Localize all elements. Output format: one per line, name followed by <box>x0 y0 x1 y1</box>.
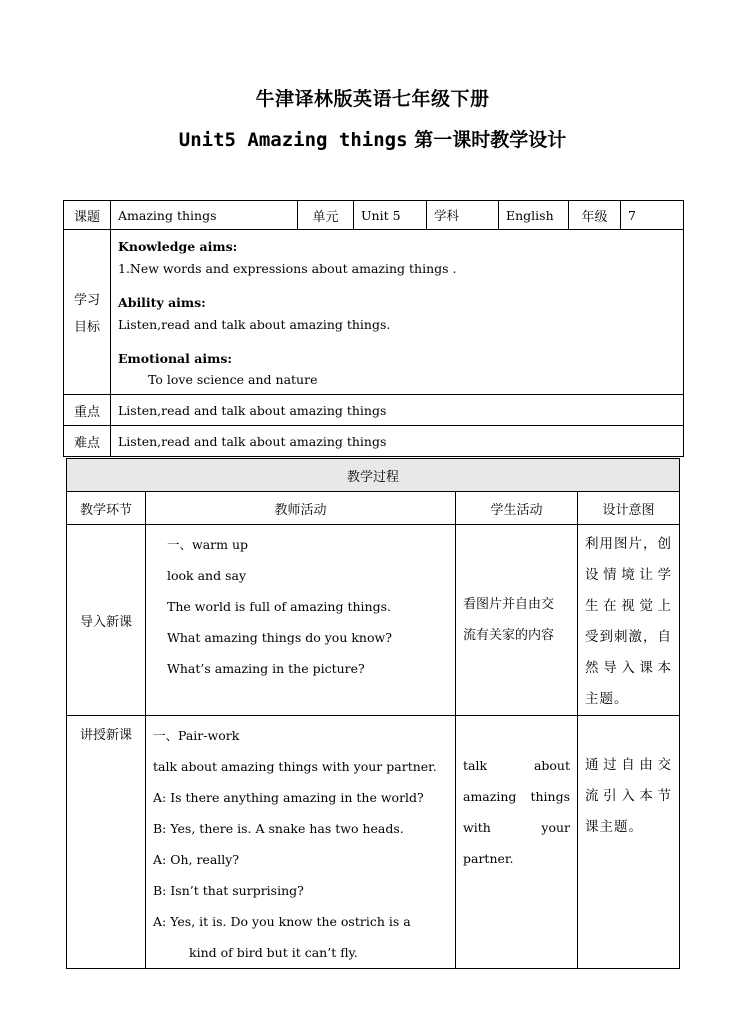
subject-value: English <box>499 201 569 230</box>
unit-label: 单元 <box>298 201 354 230</box>
teacher-line: kind of bird but it can’t fly. <box>189 945 358 960</box>
design-line: 流引入本节 <box>585 788 673 804</box>
design-line: 然导入课本 <box>585 660 673 676</box>
document-subtitle <box>0 125 745 152</box>
teacher-line: What amazing things do you know? <box>167 630 392 645</box>
lesson-info-table <box>63 200 684 457</box>
process-title: 教学过程 <box>67 459 680 492</box>
goals-label <box>64 230 111 395</box>
teacher-line: A: Yes, it is. Do you know the ostrich is a <box>153 914 411 929</box>
goals-row <box>64 230 684 395</box>
document-title: 牛津译林版英语七年级下册 <box>255 88 490 110</box>
teacher-line: B: Yes, there is. A snake has two heads. <box>153 821 404 836</box>
design-line: 利用图片，创 <box>585 536 673 552</box>
goals-content <box>111 230 684 395</box>
grade-label: 年级 <box>569 201 621 230</box>
process-row-new-lesson <box>67 716 680 969</box>
difficult-point-row <box>64 426 684 457</box>
header-student: 学生活动 <box>456 492 578 525</box>
design-line: 主题。 <box>585 691 629 707</box>
student-activity-new-lesson <box>456 716 578 969</box>
design-intent-new-lesson <box>578 716 680 969</box>
teacher-line: B: Isn’t that surprising? <box>153 883 304 898</box>
key-point-label: 重点 <box>64 395 111 426</box>
design-line: 设情境让学 <box>585 567 673 583</box>
subject-label: 学科 <box>427 201 499 230</box>
design-line: 课主题。 <box>585 819 643 835</box>
teacher-activity-lead-in <box>146 525 456 716</box>
student-line: talk about <box>463 758 570 773</box>
key-point-row <box>64 395 684 426</box>
knowledge-title: Knowledge aims: <box>118 239 238 254</box>
ability-title: Ability aims: <box>118 295 206 310</box>
student-line: with your partner. <box>463 820 570 866</box>
header-stage: 教学环节 <box>67 492 146 525</box>
teacher-line: A: Is there anything amazing in the world? <box>153 790 424 805</box>
teacher-line: What’s amazing in the picture? <box>167 661 365 676</box>
knowledge-text: 1.New words and expressions about amazing things . <box>118 261 457 276</box>
difficult-point-label: 难点 <box>64 426 111 457</box>
design-line: 通过自由交 <box>585 757 673 773</box>
student-line: 看图片并自由交 <box>463 597 555 612</box>
student-line: amazing things <box>463 789 570 804</box>
ability-text: Listen,read and talk about amazing things. <box>118 317 391 332</box>
emotional-title: Emotional aims: <box>118 351 232 366</box>
teaching-process-table <box>66 458 680 969</box>
grade-value: 7 <box>621 201 684 230</box>
design-intent-lead-in <box>578 525 680 716</box>
teacher-line: 一、warm up <box>167 537 249 552</box>
student-activity-lead-in <box>456 525 578 716</box>
emotional-text: To love science and nature <box>148 372 318 387</box>
teacher-activity-new-lesson <box>146 716 456 969</box>
difficult-point-text: Listen,read and talk about amazing things <box>111 426 684 457</box>
process-row-lead-in <box>67 525 680 716</box>
topic-label: 课题 <box>64 201 111 230</box>
teacher-line: 一、Pair-work <box>153 728 240 743</box>
topic-value: Amazing things <box>111 201 298 230</box>
header-design: 设计意图 <box>578 492 680 525</box>
process-title-row <box>67 459 680 492</box>
stage-new-lesson: 讲授新课 <box>67 716 146 969</box>
goals-label-line2: 目标 <box>73 320 100 335</box>
subtitle-unit: Unit5 Amazing things <box>178 129 408 151</box>
teacher-line: look and say <box>167 568 247 583</box>
info-row <box>64 201 684 230</box>
key-point-text: Listen,read and talk about amazing things <box>111 395 684 426</box>
teacher-line: talk about amazing things with your partner. <box>153 759 437 774</box>
student-line: 流有关家的内容 <box>463 628 555 643</box>
teacher-line: The world is full of amazing things. <box>167 599 391 614</box>
process-header-row <box>67 492 680 525</box>
goals-label-line1: 学习 <box>73 293 100 308</box>
teacher-line: A: Oh, really? <box>153 852 240 867</box>
header-teacher: 教师活动 <box>146 492 456 525</box>
design-line: 受到刺激，自 <box>585 629 673 645</box>
design-line: 生在视觉上 <box>585 598 673 614</box>
stage-lead-in: 导入新课 <box>67 525 146 716</box>
unit-value: Unit 5 <box>354 201 427 230</box>
subtitle-rest: 第一课时教学设计 <box>414 129 567 151</box>
